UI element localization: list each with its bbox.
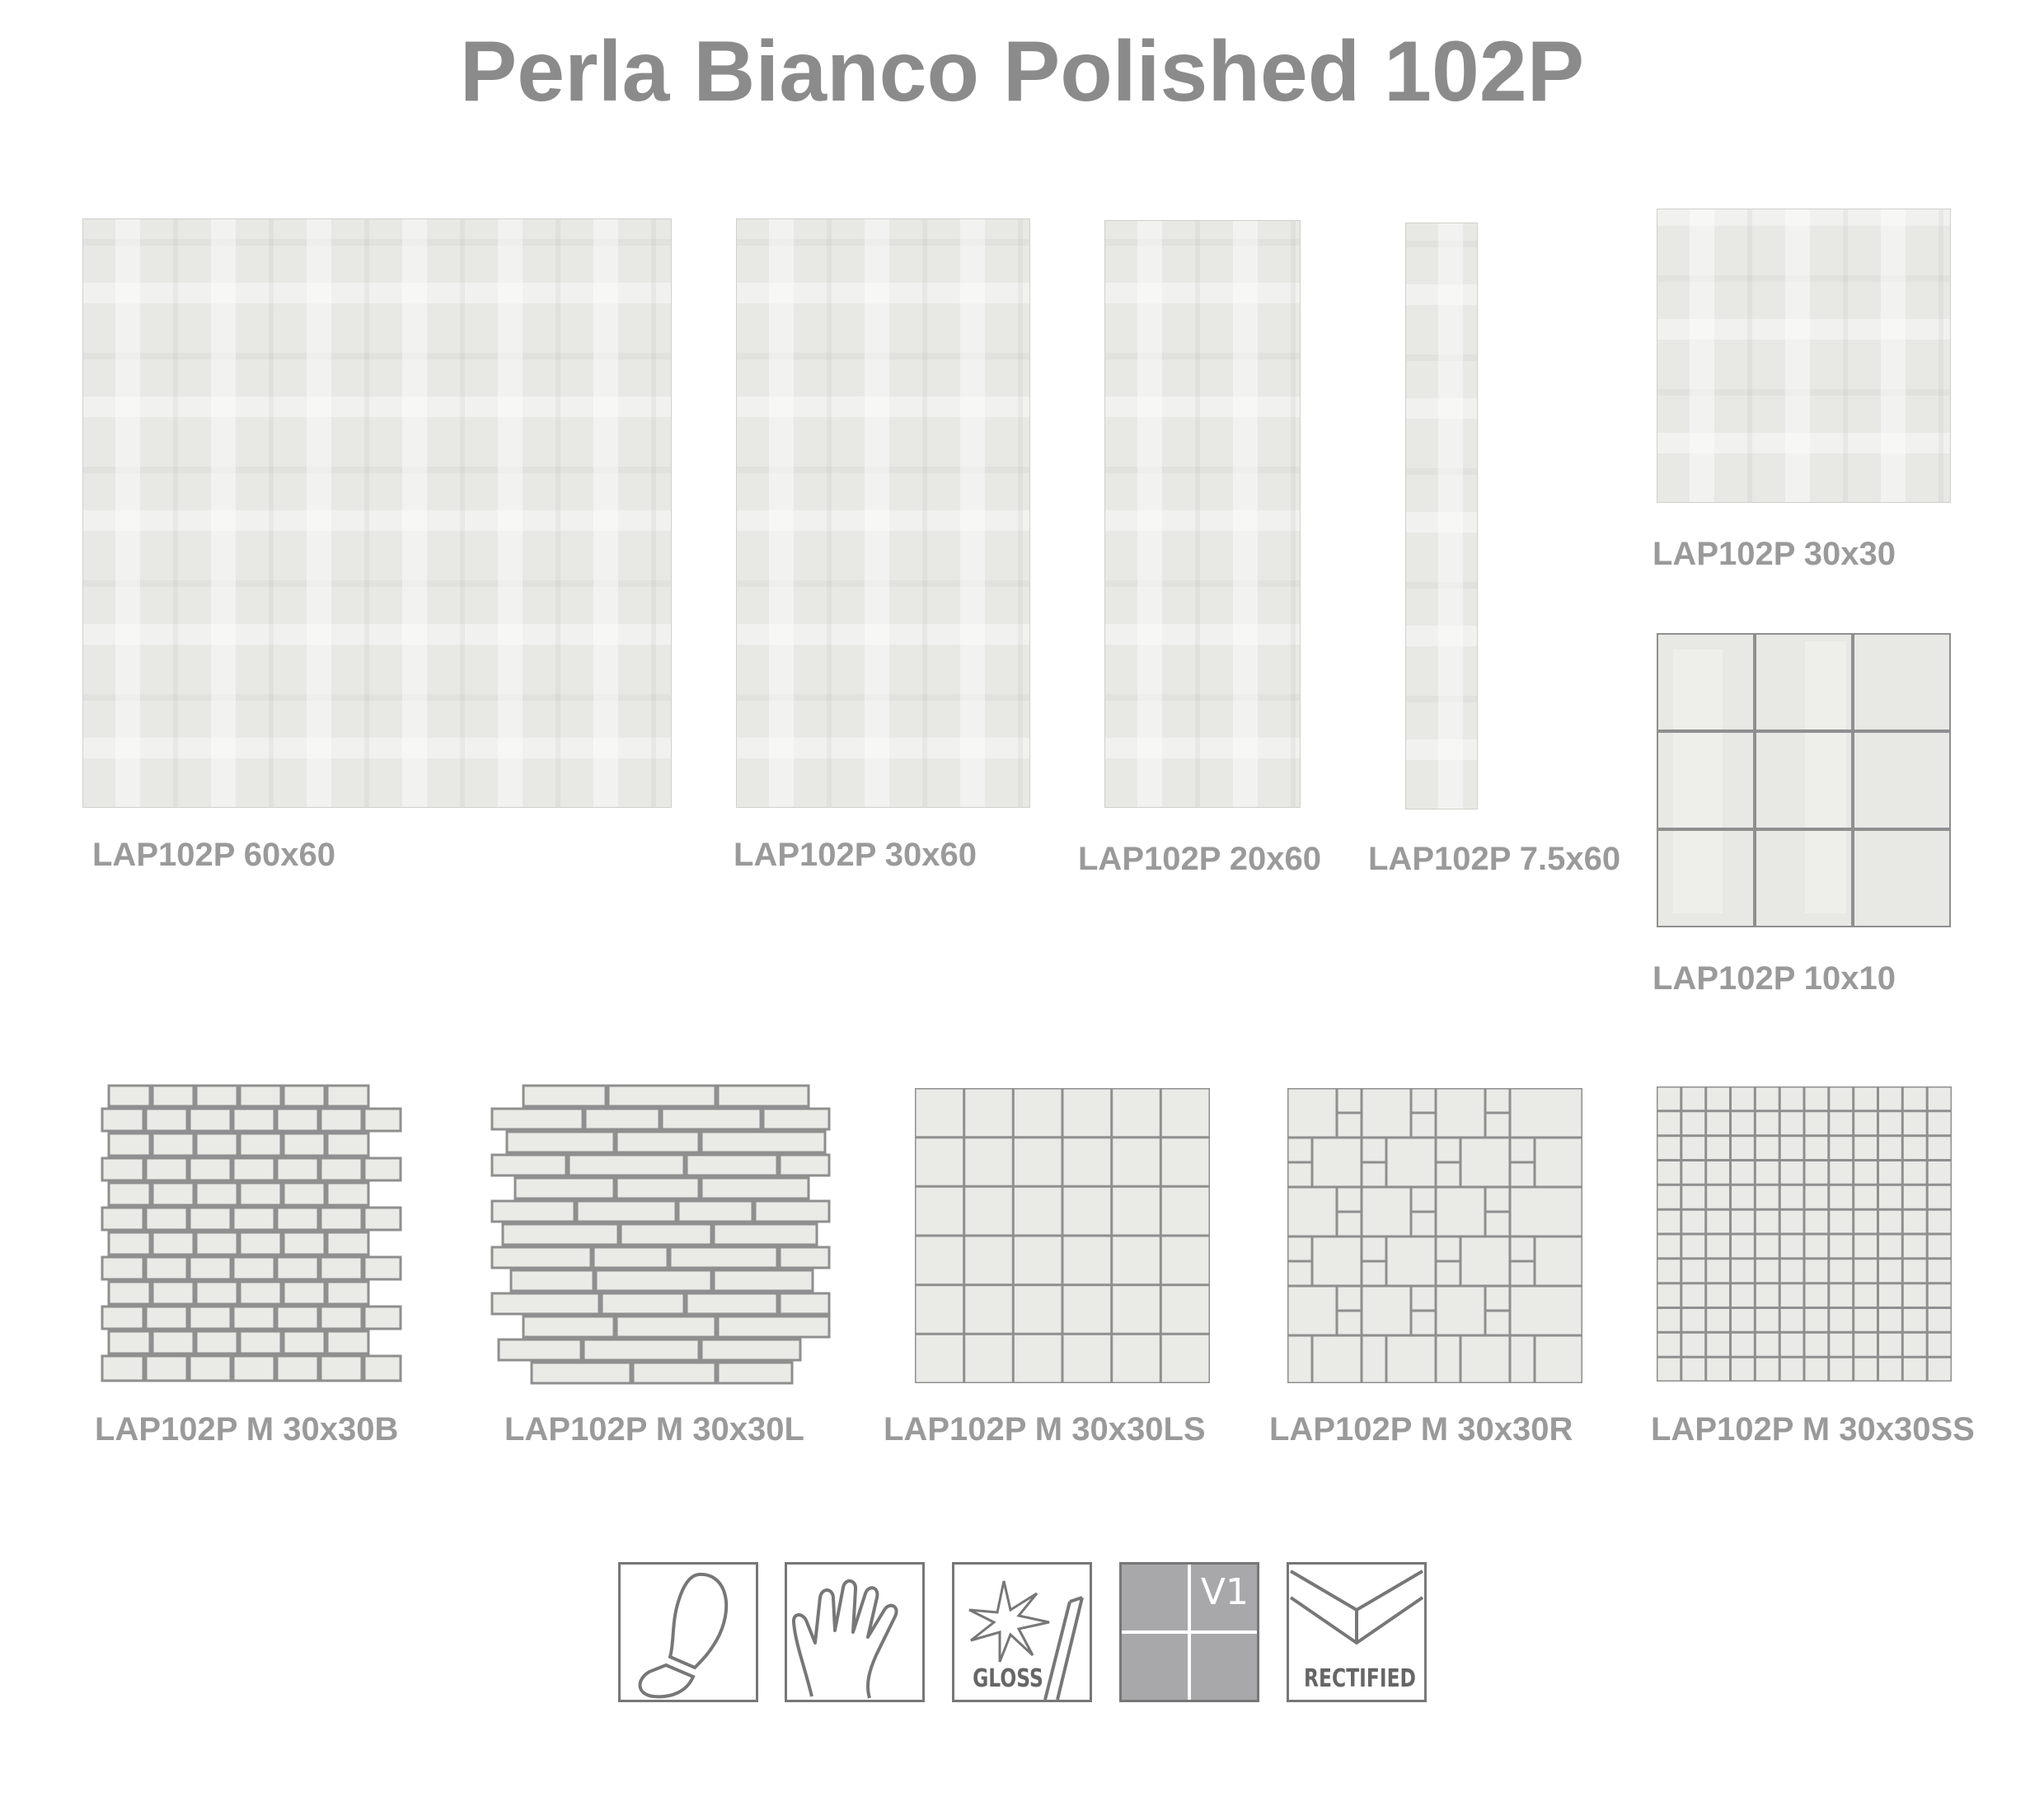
tile-7.5x60	[1405, 223, 1478, 809]
page-title: Perla Bianco Polished 102P	[459, 24, 1585, 120]
tile-label-7.5x60: LAP102P 7.5x60	[1368, 841, 1621, 877]
mosaic-30x30SS	[1657, 1086, 1952, 1382]
mosaic-label-30x30SS: LAP102P M 30x30SS	[1651, 1411, 1975, 1447]
shade-variation-text: V1	[1200, 1571, 1249, 1613]
feature-shade-variation	[1119, 1562, 1259, 1702]
tile-30x60	[736, 218, 1030, 808]
mosaic-label-30x30R: LAP102P M 30x30R	[1269, 1411, 1573, 1447]
tile-label-30x30: LAP102P 30x30	[1653, 536, 1896, 572]
mosaic-label-30x30L: LAP102P M 30x30L	[504, 1411, 804, 1447]
tile-label-10x10: LAP102P 10x10	[1653, 960, 1896, 997]
rectified-text: RECTIFIED	[1304, 1664, 1416, 1693]
feature-foot-traffic	[618, 1562, 758, 1702]
hand-icon	[787, 1565, 922, 1700]
tile-60x60	[82, 218, 672, 808]
tile-label-60x60: LAP102P 60x60	[92, 837, 336, 873]
feature-hand	[785, 1562, 925, 1702]
mosaic-label-30x30B: LAP102P M 30x30B	[95, 1411, 399, 1447]
gloss-text: GLOSS	[973, 1664, 1043, 1693]
tile-label-20x60: LAP102P 20x60	[1078, 841, 1322, 877]
feature-gloss	[952, 1562, 1092, 1702]
tile-30x30	[1657, 209, 1951, 503]
feature-rectified	[1287, 1562, 1427, 1702]
mosaic-label-30x30LS: LAP102P M 30x30LS	[884, 1411, 1206, 1447]
mosaic-30x30L	[490, 1084, 832, 1386]
mosaic-30x30R	[1287, 1088, 1582, 1383]
tile-label-30x60: LAP102P 30x60	[734, 837, 977, 873]
mosaic-30x30LS	[915, 1088, 1210, 1383]
tile-10x10	[1657, 633, 1951, 927]
mosaic-30x30B	[101, 1084, 402, 1386]
foot-traffic-icon	[621, 1565, 756, 1700]
tile-20x60	[1104, 220, 1301, 808]
